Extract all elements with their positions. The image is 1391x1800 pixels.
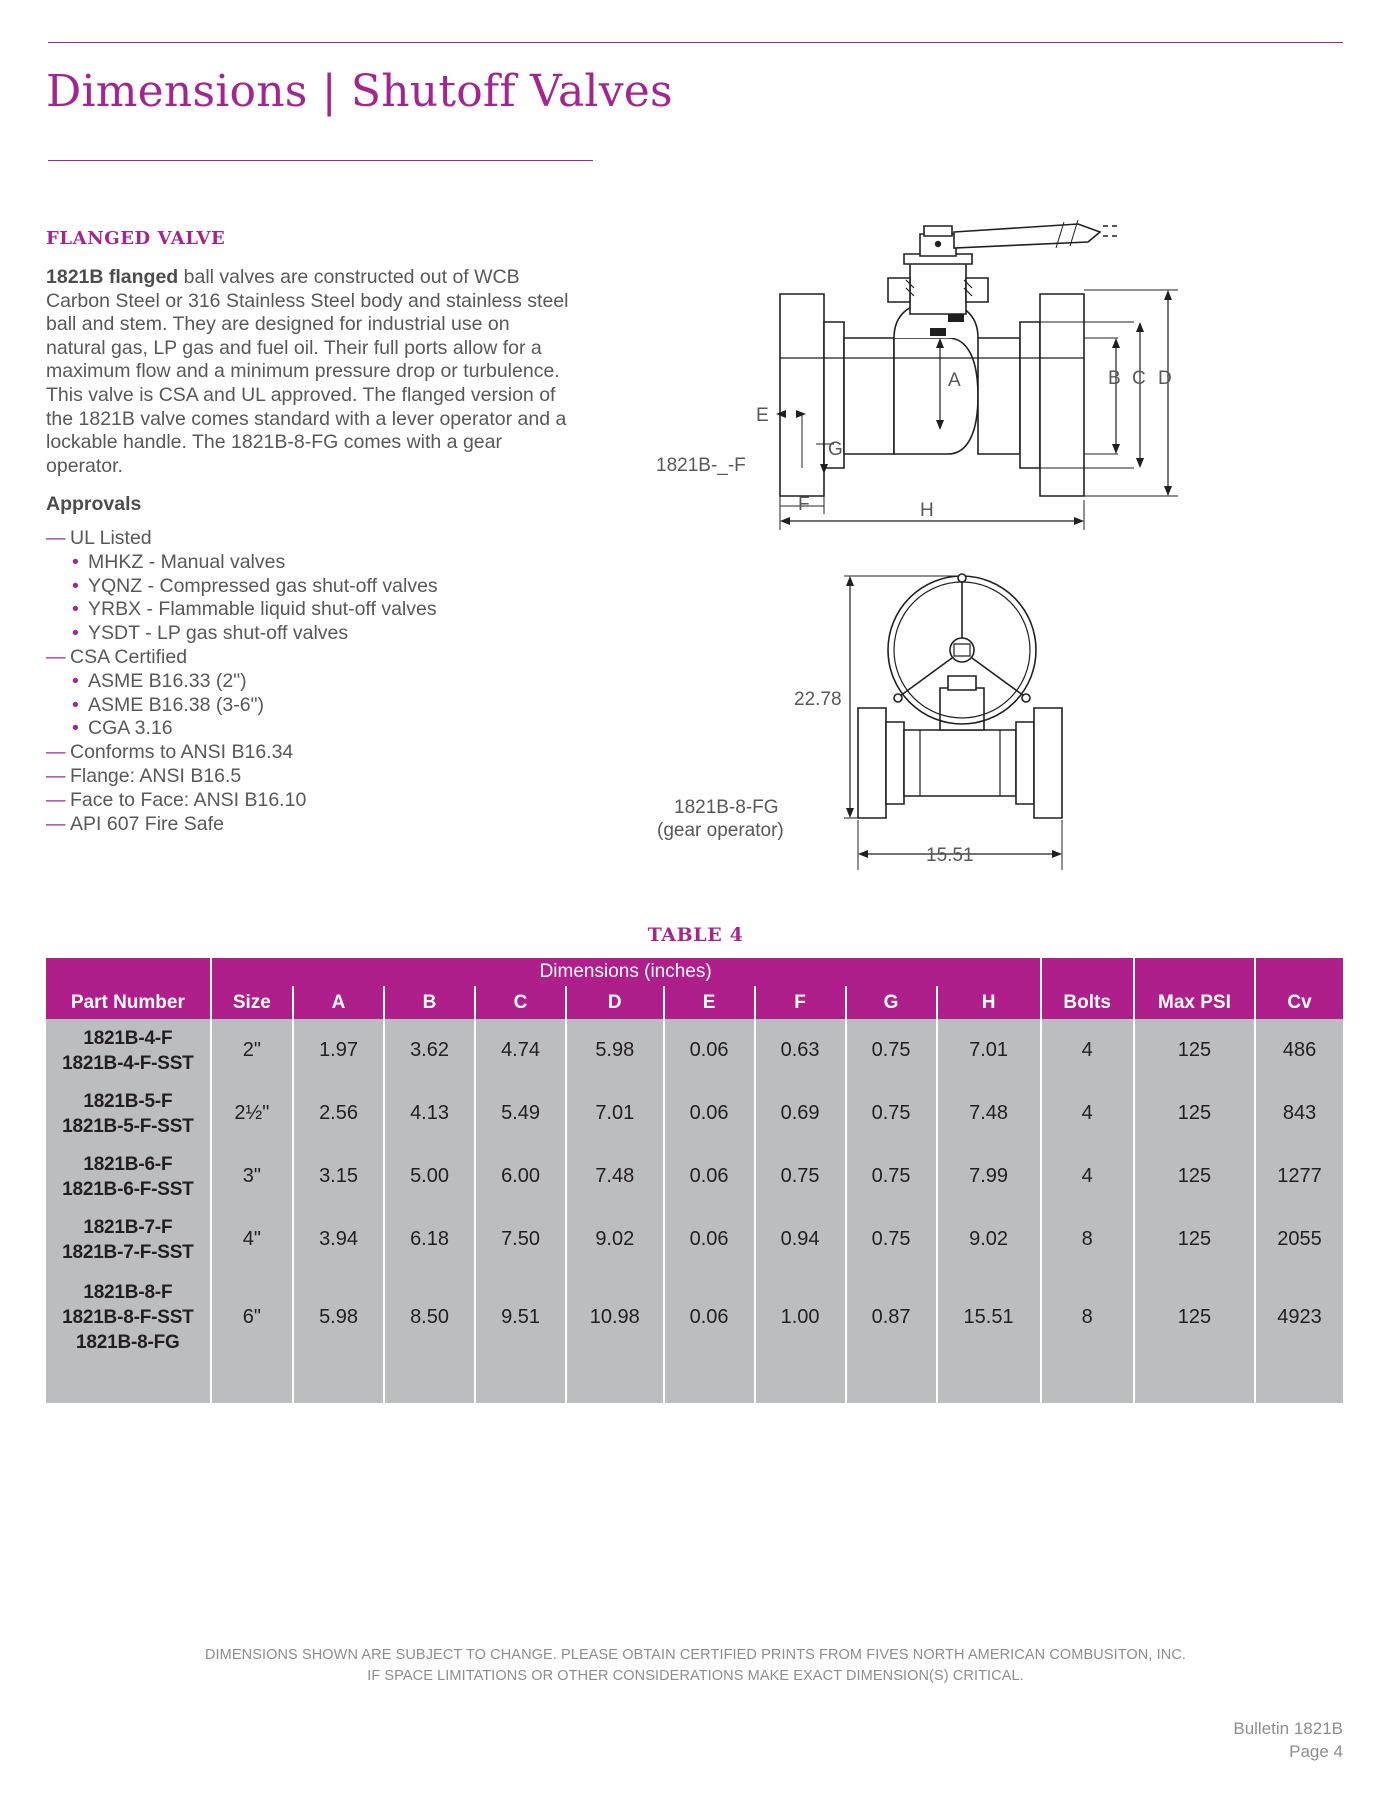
approval-item-label: UL Listed — [70, 527, 152, 549]
cell-c: 6.00 — [475, 1145, 566, 1208]
approval-item-label: Conforms to ANSI B16.34 — [70, 741, 294, 764]
cell-c: 9.51 — [475, 1271, 566, 1363]
header-spacer-cv — [1255, 958, 1343, 986]
cell-max-psi: 125 — [1134, 1208, 1255, 1271]
cell-b: 4.13 — [384, 1082, 475, 1145]
cell-size: 4" — [211, 1208, 293, 1271]
cell-d: 5.98 — [566, 1019, 664, 1082]
table-bottom-spacer-row — [46, 1363, 1343, 1403]
diagram-label-c: C — [1132, 368, 1146, 389]
cell-bolts: 4 — [1041, 1145, 1134, 1208]
header-bolts: Bolts — [1041, 986, 1134, 1019]
approval-item — [46, 575, 566, 599]
cell-a: 2.56 — [293, 1082, 384, 1145]
cell-bolts: 4 — [1041, 1019, 1134, 1082]
approvals-list — [46, 527, 566, 836]
header-a: A — [293, 986, 384, 1019]
part-number-line: 1821B-6-F-SST — [62, 1178, 194, 1200]
part-number-line: 1821B-7-F-SST — [62, 1241, 194, 1263]
cell-h: 7.01 — [937, 1019, 1041, 1082]
approval-item-label: CSA Certified — [70, 645, 188, 668]
bullet-marker-icon: • — [72, 574, 79, 597]
approval-item — [46, 598, 566, 622]
cell-bolts: 8 — [1041, 1208, 1134, 1271]
cell-f: 0.69 — [755, 1082, 846, 1145]
approvals-heading: Approvals — [46, 493, 142, 515]
part-number-line: 1821B-6-F — [83, 1153, 173, 1175]
dash-marker-icon: — — [46, 645, 66, 668]
approval-item-label: YRBX - Flammable liquid shut-off valves — [88, 598, 437, 621]
approval-item — [46, 789, 566, 813]
approval-item-label: YQNZ - Compressed gas shut-off valves — [88, 574, 438, 597]
spacer-cell — [293, 1363, 384, 1403]
cell-cv: 843 — [1255, 1082, 1343, 1145]
part-number-line: 1821B-8-F-SST — [62, 1306, 194, 1328]
header-g: G — [846, 986, 937, 1019]
table-header-column-row — [46, 986, 1343, 1019]
diagram-label-h: H — [920, 500, 934, 521]
header-f: F — [755, 986, 846, 1019]
approval-item — [46, 670, 566, 694]
title-divider-rule — [48, 160, 593, 161]
cell-e: 0.06 — [664, 1271, 755, 1363]
cell-part-number — [46, 1082, 211, 1145]
cell-size: 2½" — [211, 1082, 293, 1145]
bullet-marker-icon: • — [72, 598, 79, 621]
diagram-top-caption: 1821B-_-F — [656, 455, 746, 476]
cell-e: 0.06 — [664, 1208, 755, 1271]
header-size: Size — [211, 986, 293, 1019]
part-number-line: 1821B-5-F-SST — [62, 1115, 194, 1137]
approval-item — [46, 646, 566, 670]
bullet-marker-icon: • — [72, 717, 79, 740]
cell-g: 0.75 — [846, 1208, 937, 1271]
diagram-label-b: B — [1108, 368, 1121, 389]
table-row — [46, 1208, 1343, 1271]
cell-cv: 4923 — [1255, 1271, 1343, 1363]
part-number-line: 1821B-8-F — [83, 1281, 173, 1303]
header-spacer-bolts — [1041, 958, 1134, 986]
table-header-group-row — [46, 958, 1343, 986]
approval-item-label: ASME B16.33 (2") — [88, 669, 247, 692]
cell-part-number — [46, 1271, 211, 1363]
table-row — [46, 1145, 1343, 1208]
table-body — [46, 1019, 1343, 1403]
spacer-cell — [1041, 1363, 1134, 1403]
approval-item-label: MHKZ - Manual valves — [88, 550, 286, 573]
cell-c: 4.74 — [475, 1019, 566, 1082]
cell-max-psi: 125 — [1134, 1082, 1255, 1145]
footer-disclaimer — [0, 1645, 1391, 1687]
cell-cv: 1277 — [1255, 1145, 1343, 1208]
spacer-cell — [566, 1363, 664, 1403]
gear-operator-valve-diagram — [648, 570, 1348, 900]
header-spacer-maxpsi — [1134, 958, 1255, 986]
cell-h: 15.51 — [937, 1271, 1041, 1363]
cell-c: 5.49 — [475, 1082, 566, 1145]
cell-b: 6.18 — [384, 1208, 475, 1271]
approval-item-label: ASME B16.38 (3-6") — [88, 693, 264, 716]
cell-b: 3.62 — [384, 1019, 475, 1082]
cell-part-number — [46, 1145, 211, 1208]
cell-h: 9.02 — [937, 1208, 1041, 1271]
diagram-label-d: D — [1158, 368, 1172, 389]
cell-size: 6" — [211, 1271, 293, 1363]
dash-marker-icon: — — [46, 527, 66, 549]
part-number-line: 1821B-4-F — [83, 1027, 173, 1049]
cell-part-number — [46, 1019, 211, 1082]
table-title: TABLE 4 — [647, 924, 744, 946]
cell-d: 9.02 — [566, 1208, 664, 1271]
dash-marker-icon: — — [46, 741, 66, 764]
cell-h: 7.99 — [937, 1145, 1041, 1208]
intro-bold-lead: 1821B flanged — [46, 266, 179, 288]
diagram-label-g: G — [828, 439, 843, 460]
header-max-psi: Max PSI — [1134, 986, 1255, 1019]
cell-a: 3.94 — [293, 1208, 384, 1271]
cell-a: 3.15 — [293, 1145, 384, 1208]
cell-g: 0.75 — [846, 1082, 937, 1145]
approval-item — [46, 813, 566, 837]
spacer-cell — [937, 1363, 1041, 1403]
table-row — [46, 1019, 1343, 1082]
approval-item — [46, 741, 566, 765]
cell-b: 5.00 — [384, 1145, 475, 1208]
approval-item — [46, 694, 566, 718]
spacer-cell — [664, 1363, 755, 1403]
spacer-cell — [846, 1363, 937, 1403]
cell-e: 0.06 — [664, 1082, 755, 1145]
page-title: Dimensions | Shutoff Valves — [46, 66, 673, 117]
approval-item — [46, 622, 566, 646]
bulletin-number: Bulletin 1821B — [1233, 1719, 1343, 1738]
bullet-marker-icon: • — [72, 622, 79, 645]
header-e: E — [664, 986, 755, 1019]
approval-item-label: YSDT - LP gas shut-off valves — [88, 622, 349, 645]
cell-a: 1.97 — [293, 1019, 384, 1082]
diagram-label-f: F — [798, 494, 810, 515]
cell-g: 0.87 — [846, 1271, 937, 1363]
diagram-bottom-caption-line1: 1821B-8-FG — [674, 797, 779, 818]
spacer-cell — [211, 1363, 293, 1403]
cell-h: 7.48 — [937, 1082, 1041, 1145]
footer-disclaimer-line1: DIMENSIONS SHOWN ARE SUBJECT TO CHANGE. PLEASE OBTAIN CERTIFIED PRINTS FROM FIVES NORTH AMERICAN COMBUSITON, INC. — [204, 1647, 1187, 1663]
spacer-cell — [755, 1363, 846, 1403]
spacer-cell — [384, 1363, 475, 1403]
cell-g: 0.75 — [846, 1145, 937, 1208]
bullet-marker-icon: • — [72, 669, 79, 692]
table-header — [46, 958, 1343, 1019]
cell-f: 0.75 — [755, 1145, 846, 1208]
cell-e: 0.06 — [664, 1145, 755, 1208]
approval-item — [46, 551, 566, 575]
top-divider-rule — [48, 42, 1343, 43]
table-row — [46, 1082, 1343, 1145]
spacer-cell — [46, 1363, 211, 1403]
header-h: H — [937, 986, 1041, 1019]
cell-b: 8.50 — [384, 1271, 475, 1363]
cell-e: 0.06 — [664, 1019, 755, 1082]
header-d: D — [566, 986, 664, 1019]
dimensions-table — [46, 958, 1343, 1403]
header-group-dimensions: Dimensions (inches) — [211, 958, 1041, 986]
header-cv: Cv — [1255, 986, 1343, 1019]
section-heading-flanged-valve: FLANGED VALVE — [46, 228, 226, 249]
approval-item-label: CGA 3.16 — [88, 717, 173, 740]
cell-max-psi: 125 — [1134, 1271, 1255, 1363]
cell-d: 10.98 — [566, 1271, 664, 1363]
cell-size: 3" — [211, 1145, 293, 1208]
header-c: C — [475, 986, 566, 1019]
cell-f: 1.00 — [755, 1271, 846, 1363]
cell-cv: 486 — [1255, 1019, 1343, 1082]
diagram-label-a: A — [948, 370, 961, 391]
cell-bolts: 4 — [1041, 1082, 1134, 1145]
cell-c: 7.50 — [475, 1208, 566, 1271]
footer-disclaimer-line2: IF SPACE LIMITATIONS OR OTHER CONSIDERATIONS MAKE EXACT DIMENSION(S) CRITICAL. — [367, 1668, 1024, 1684]
gear-diagram-width-dim: 15.51 — [926, 845, 974, 866]
page-number: Page 4 — [1289, 1742, 1343, 1761]
intro-body-text: ball valves are constructed out of WCB Carbon Steel or 316 Stainless Steel body and stainless steel ball and stem. They are designed for industrial use on natural gas, LP gas and fuel oil. Their full ports allow for a maximum flow and a minimum pressure drop or turbulence. This valve is CSA and UL approved. The flanged version of the 1821B valve comes standard with a lever operator and a lockable handle. The 1821B-8-FG comes with a gear operator. — [46, 266, 569, 477]
gear-diagram-height-dim: 22.78 — [794, 689, 842, 710]
approval-item-label: Flange: ANSI B16.5 — [70, 764, 242, 787]
bullet-marker-icon: • — [72, 693, 79, 716]
cell-size: 2" — [211, 1019, 293, 1082]
part-number-line: 1821B-4-F-SST — [62, 1052, 194, 1074]
dash-marker-icon: — — [46, 764, 66, 787]
approval-item — [46, 717, 566, 741]
cell-cv: 2055 — [1255, 1208, 1343, 1271]
cell-part-number — [46, 1208, 211, 1271]
cell-d: 7.48 — [566, 1145, 664, 1208]
approval-item — [46, 765, 566, 789]
flanged-valve-diagram — [648, 218, 1348, 538]
diagram-bottom-caption-line2: (gear operator) — [657, 820, 784, 841]
cell-max-psi: 125 — [1134, 1145, 1255, 1208]
intro-paragraph — [46, 266, 571, 478]
approval-item-label: API 607 Fire Safe — [70, 812, 224, 835]
header-part-number: Part Number — [46, 986, 211, 1019]
spacer-cell — [1255, 1363, 1343, 1403]
approval-item-label: Face to Face: ANSI B16.10 — [70, 788, 307, 811]
cell-a: 5.98 — [293, 1271, 384, 1363]
dash-marker-icon: — — [46, 788, 66, 811]
bullet-marker-icon: • — [72, 550, 79, 573]
header-b: B — [384, 986, 475, 1019]
cell-d: 7.01 — [566, 1082, 664, 1145]
part-number-line: 1821B-5-F — [83, 1090, 173, 1112]
dash-marker-icon: — — [46, 812, 66, 835]
header-spacer-part — [46, 958, 211, 986]
cell-f: 0.94 — [755, 1208, 846, 1271]
part-number-line: 1821B-7-F — [83, 1216, 173, 1238]
spacer-cell — [475, 1363, 566, 1403]
cell-bolts: 8 — [1041, 1271, 1134, 1363]
cell-g: 0.75 — [846, 1019, 937, 1082]
cell-max-psi: 125 — [1134, 1019, 1255, 1082]
cell-f: 0.63 — [755, 1019, 846, 1082]
footer-meta — [1233, 1717, 1343, 1763]
diagram-label-e: E — [756, 405, 769, 426]
spacer-cell — [1134, 1363, 1255, 1403]
table-row — [46, 1271, 1343, 1363]
part-number-line: 1821B-8-FG — [76, 1331, 180, 1353]
approval-item — [46, 527, 566, 551]
